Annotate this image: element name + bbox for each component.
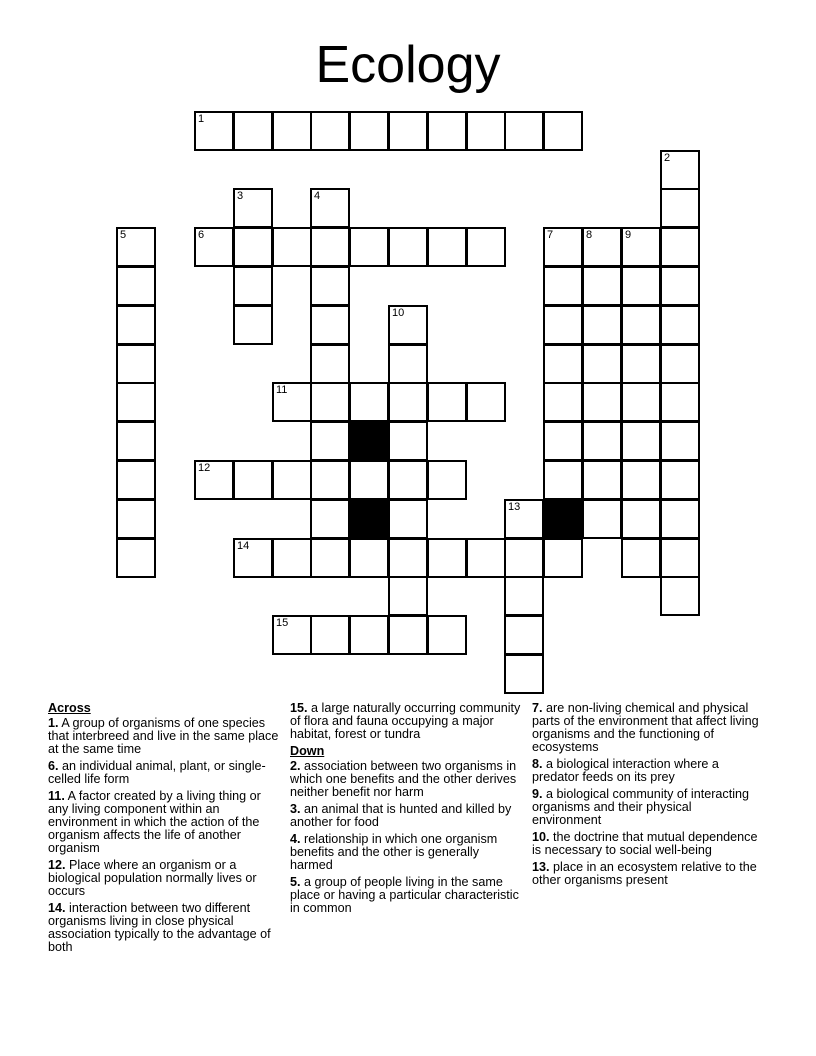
clue-across-11: 11. A factor created by a living thing or any living component within an environment in which the action of the organism affects the life of another organism	[48, 789, 261, 855]
grid-cell[interactable]	[388, 499, 428, 539]
grid-cell[interactable]	[427, 460, 467, 500]
grid-cell[interactable]	[349, 538, 389, 578]
clue-down-3: 3. an animal that is hunted and killed by another for food	[290, 802, 512, 829]
black-square	[349, 421, 389, 461]
grid-cell[interactable]	[504, 499, 544, 539]
grid-cell[interactable]	[621, 460, 661, 500]
grid-cell[interactable]	[233, 266, 273, 306]
grid-cell[interactable]	[660, 305, 700, 345]
grid-cell[interactable]	[272, 615, 312, 655]
grid-cell[interactable]	[660, 382, 700, 422]
grid-cell[interactable]	[116, 266, 156, 306]
puzzle-title: Ecology	[315, 36, 501, 94]
grid-cell[interactable]	[504, 654, 544, 694]
grid-cell[interactable]	[116, 305, 156, 345]
grid-cell[interactable]	[582, 305, 622, 345]
grid-cell[interactable]	[466, 111, 506, 151]
grid-cell[interactable]	[660, 538, 700, 578]
grid-cell[interactable]	[621, 266, 661, 306]
clue-number: 11	[276, 384, 288, 396]
grid-cell[interactable]	[388, 305, 428, 345]
clue-number: 10	[392, 307, 405, 319]
grid-cell[interactable]	[194, 227, 234, 267]
across-header: Across	[48, 701, 91, 715]
grid-cell[interactable]	[621, 227, 661, 267]
grid-cell[interactable]	[504, 538, 544, 578]
grid-cell[interactable]	[466, 382, 506, 422]
clue-number: 8	[586, 229, 593, 241]
clue-number: 6	[198, 229, 205, 241]
grid-cell[interactable]	[660, 150, 700, 190]
grid-cell[interactable]	[272, 538, 312, 578]
grid-cell[interactable]	[116, 499, 156, 539]
clues-column-2	[290, 702, 522, 919]
grid-cell[interactable]	[388, 538, 428, 578]
grid-cell[interactable]	[582, 499, 622, 539]
clue-number: 13	[508, 501, 521, 513]
grid-cell[interactable]	[621, 499, 661, 539]
grid-cell[interactable]	[233, 460, 273, 500]
clue-across-1: 1. A group of organisms of one species that interbreed and live in the same place at the same time	[48, 716, 279, 756]
grid-cell[interactable]	[621, 305, 661, 345]
clue-down-10: 10. the doctrine that mutual dependence is necessary to social well-being	[532, 830, 758, 857]
grid-cell[interactable]	[310, 382, 350, 422]
grid-cell[interactable]	[349, 227, 389, 267]
grid-cell[interactable]	[116, 382, 156, 422]
grid-cell[interactable]	[504, 111, 544, 151]
grid-cell[interactable]	[310, 499, 350, 539]
grid-cell[interactable]	[582, 344, 622, 384]
grid-cell[interactable]	[310, 188, 350, 228]
clue-down-9: 9. a biological community of interacting organisms and their physical environment	[532, 787, 750, 827]
grid-cell[interactable]	[504, 615, 544, 655]
clue-down-13: 13. place in an ecosystem relative to the other organisms present	[532, 860, 757, 887]
clue-across-15: 15. a large naturally occurring community of flora and fauna occupying a major habitat, forest or tundra	[290, 701, 521, 741]
clue-down-4: 4. relationship in which one organism benefits and the other is generally harmed	[290, 832, 498, 872]
grid-cell[interactable]	[582, 421, 622, 461]
grid-cell[interactable]	[543, 111, 583, 151]
grid-cell[interactable]	[388, 344, 428, 384]
grid-cell[interactable]	[543, 421, 583, 461]
grid-cell[interactable]	[116, 421, 156, 461]
grid-cell[interactable]	[660, 421, 700, 461]
grid-cell[interactable]	[116, 460, 156, 500]
grid-cell[interactable]	[660, 188, 700, 228]
grid-cell[interactable]	[272, 227, 312, 267]
grid-cell[interactable]	[660, 499, 700, 539]
grid-cell[interactable]	[582, 266, 622, 306]
grid-cell[interactable]	[349, 615, 389, 655]
grid-cell[interactable]	[660, 344, 700, 384]
grid-cell[interactable]	[543, 305, 583, 345]
grid-cell[interactable]	[388, 421, 428, 461]
clue-number: 15	[276, 617, 289, 629]
grid-cell[interactable]	[543, 538, 583, 578]
grid-cell[interactable]	[116, 538, 156, 578]
clue-down-8: 8. a biological interaction where a predator feeds on its prey	[532, 757, 719, 784]
black-square	[543, 499, 583, 539]
grid-cell[interactable]	[194, 460, 234, 500]
clue-across-6: 6. an individual animal, plant, or single-celled life form	[48, 759, 266, 786]
grid-cell[interactable]	[466, 538, 506, 578]
grid-cell[interactable]	[310, 460, 350, 500]
grid-cell[interactable]	[388, 382, 428, 422]
grid-cell[interactable]	[427, 227, 467, 267]
grid-cell[interactable]	[116, 227, 156, 267]
grid-cell[interactable]	[310, 615, 350, 655]
grid-cell[interactable]	[621, 344, 661, 384]
grid-cell[interactable]	[310, 111, 350, 151]
grid-cell[interactable]	[466, 227, 506, 267]
grid-cell[interactable]	[543, 382, 583, 422]
grid-cell[interactable]	[349, 460, 389, 500]
grid-cell[interactable]	[427, 615, 467, 655]
clues-column-3	[532, 702, 764, 891]
grid-cell[interactable]	[427, 111, 467, 151]
grid-cell[interactable]	[233, 305, 273, 345]
clue-number: 3	[237, 190, 244, 202]
clue-number: 4	[314, 190, 321, 202]
clue-number: 5	[120, 229, 127, 241]
clue-down-5: 5. a group of people living in the same place or having a particular characteristic in common	[290, 875, 519, 915]
grid-cell[interactable]	[504, 576, 544, 616]
grid-cell[interactable]	[272, 382, 312, 422]
grid-cell[interactable]	[660, 227, 700, 267]
grid-cell[interactable]	[427, 382, 467, 422]
clues-column-1	[48, 702, 280, 958]
clue-across-12: 12. Place where an organism or a biological population normally lives or occurs	[48, 858, 257, 898]
clue-number: 7	[547, 229, 554, 241]
grid-cell[interactable]	[233, 538, 273, 578]
grid-cell[interactable]	[543, 266, 583, 306]
grid-cell[interactable]	[388, 576, 428, 616]
grid-cell[interactable]	[621, 538, 661, 578]
grid-cell[interactable]	[621, 421, 661, 461]
grid-cell[interactable]	[543, 344, 583, 384]
grid-cell[interactable]	[310, 344, 350, 384]
clue-down-7: 7. are non-living chemical and physical parts of the environment that affect living organisms and the functioning of ecosystems	[532, 701, 759, 754]
grid-cell[interactable]	[310, 227, 350, 267]
grid-cell[interactable]	[233, 111, 273, 151]
grid-cell[interactable]	[233, 227, 273, 267]
grid-cell[interactable]	[543, 460, 583, 500]
down-header: Down	[290, 744, 325, 758]
grid-cell[interactable]	[582, 460, 622, 500]
grid-cell[interactable]	[543, 227, 583, 267]
grid-cell[interactable]	[388, 615, 428, 655]
grid-cell[interactable]	[272, 111, 312, 151]
grid-cell[interactable]	[427, 538, 467, 578]
clue-number: 14	[237, 540, 250, 552]
grid-cell[interactable]	[582, 227, 622, 267]
clue-number: 12	[198, 462, 211, 474]
grid-cell[interactable]	[272, 460, 312, 500]
grid-cell[interactable]	[388, 460, 428, 500]
clue-number: 2	[664, 152, 671, 164]
black-square	[349, 499, 389, 539]
grid-cell[interactable]	[660, 576, 700, 616]
clue-number: 9	[625, 229, 632, 241]
clue-down-2: 2. association between two organisms in which one benefits and the other derives neither benefit nor harm	[290, 759, 517, 799]
grid-cell[interactable]	[116, 344, 156, 384]
grid-cell[interactable]	[233, 188, 273, 228]
grid-cell[interactable]	[621, 382, 661, 422]
grid-cell[interactable]	[660, 460, 700, 500]
grid-cell[interactable]	[349, 382, 389, 422]
grid-cell[interactable]	[388, 227, 428, 267]
grid-cell[interactable]	[388, 111, 428, 151]
grid-cell[interactable]	[582, 382, 622, 422]
clue-number: 1	[198, 113, 205, 125]
clue-across-14: 14. interaction between two different organisms living in close physical association typically to the advantage of both	[48, 901, 271, 954]
grid-cell[interactable]	[310, 305, 350, 345]
grid-cell[interactable]	[194, 111, 234, 151]
grid-cell[interactable]	[660, 266, 700, 306]
grid-cell[interactable]	[310, 266, 350, 306]
grid-cell[interactable]	[310, 538, 350, 578]
grid-cell[interactable]	[310, 421, 350, 461]
grid-cell[interactable]	[349, 111, 389, 151]
